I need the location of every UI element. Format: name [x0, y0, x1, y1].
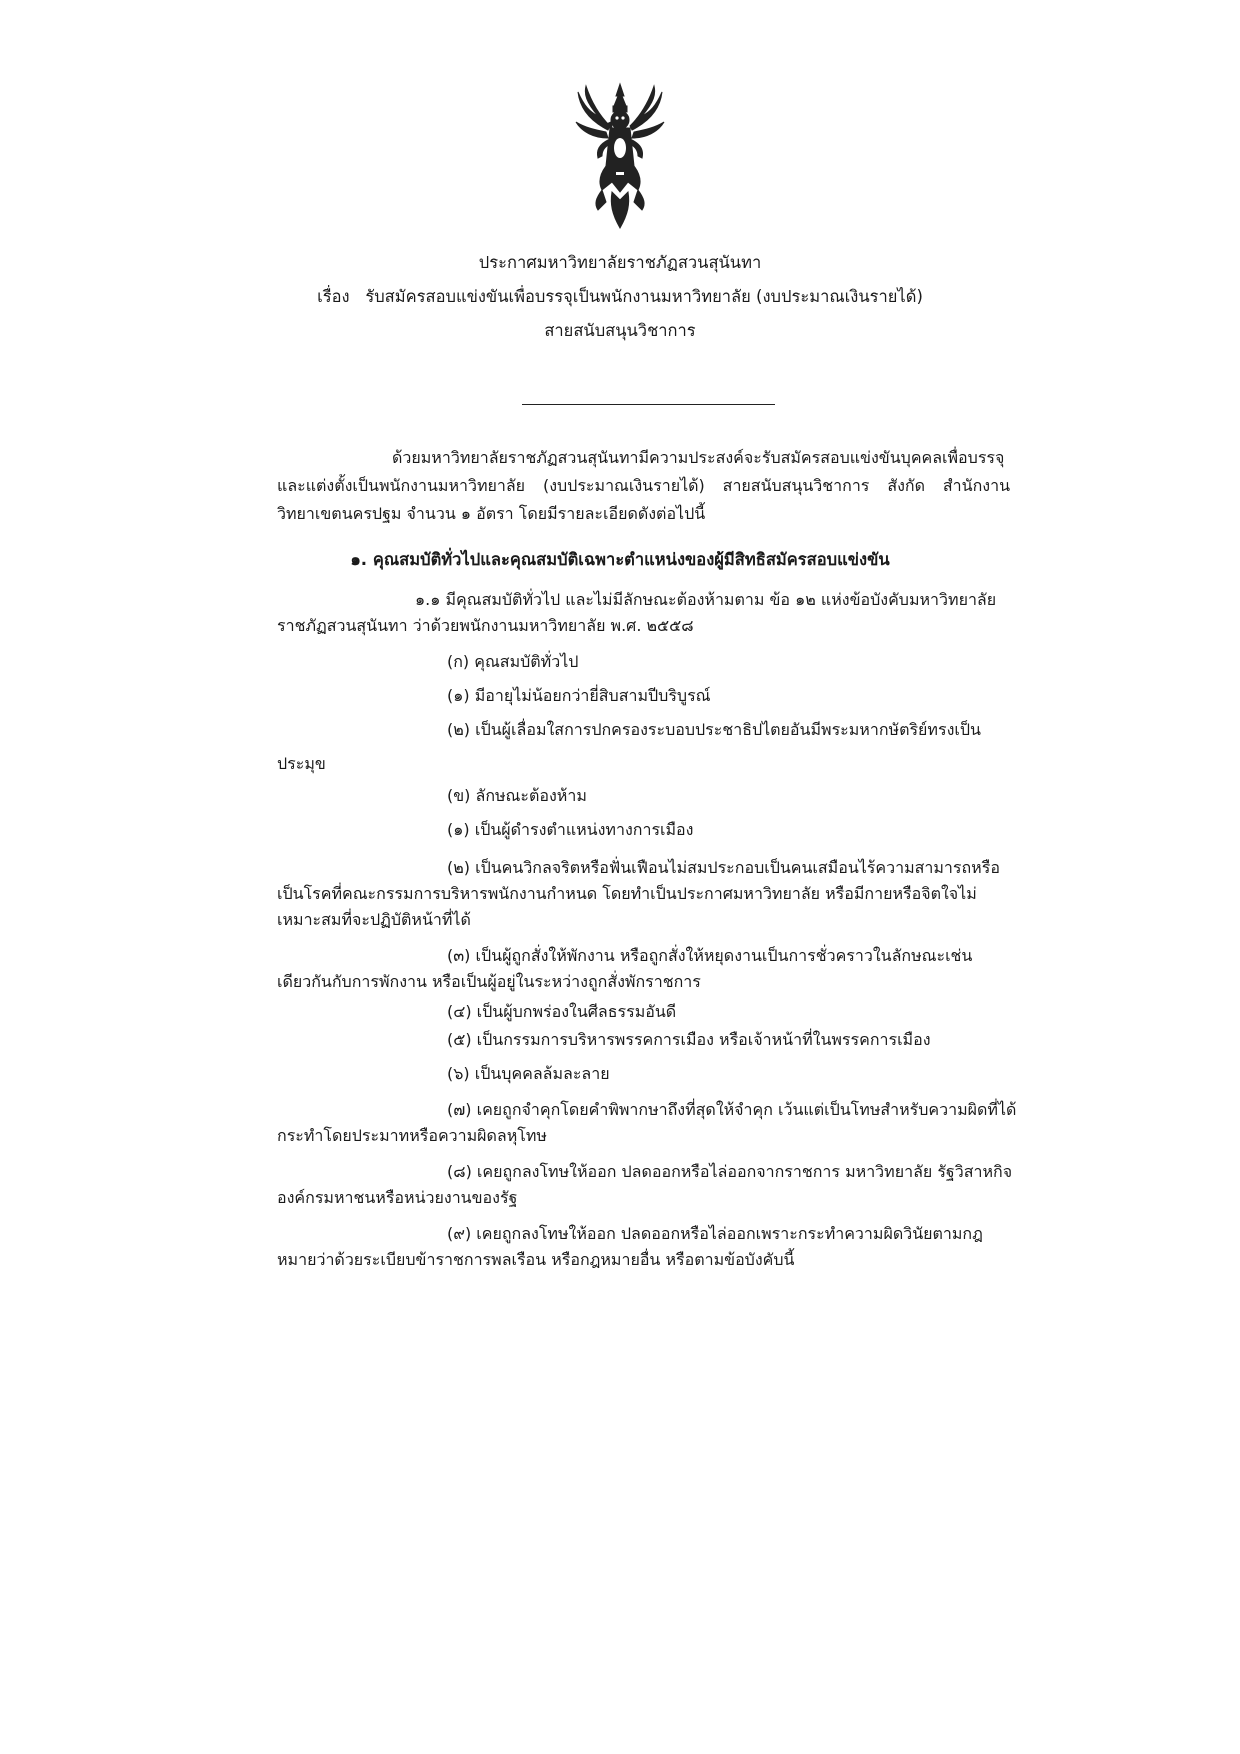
- intro-line-1: ด้วยมหาวิทยาลัยราชภัฏสวนสุนันทามีความประสงค์จะรับสมัครสอบแข่งขันบุคคลเพื่อบรรจุ: [392, 448, 1005, 467]
- prohibition-5: (๕) เป็นกรรมการบริหารพรรคการเมือง หรือเจ้าหน้าที่ในพรรคการเมือง: [447, 1030, 931, 1049]
- general-qualification-2-line-1: (๒) เป็นผู้เลื่อมใสการปกครองระบอบประชาธิปไตยอันมีพระมหากษัตริย์ทรงเป็น: [447, 720, 981, 739]
- announcement-title: ประกาศมหาวิทยาลัยราชภัฏสวนสุนันทา: [478, 253, 762, 272]
- prohibition-8-line-2: องค์กรมหาชนหรือหน่วยงานของรัฐ: [277, 1188, 518, 1207]
- clause-1-1-line-2: ราชภัฏสวนสุนันทา ว่าด้วยพนักงานมหาวิทยาลัย พ.ศ. ๒๕๕๘: [277, 616, 694, 635]
- prohibition-3-line-2: เดียวกันกับการพักงาน หรือเป็นผู้อยู่ในระหว่างถูกสั่งพักราชการ: [277, 972, 701, 991]
- prohibition-2-line-3: เหมาะสมที่จะปฏิบัติหน้าที่ได้: [277, 910, 471, 929]
- prohibition-7-line-2: กระทำโดยประมาทหรือความผิดลหุโทษ: [277, 1126, 547, 1145]
- general-qualifications-heading: (ก) คุณสมบัติทั่วไป: [447, 652, 579, 671]
- prohibition-9-line-2: หมายว่าด้วยระเบียบข้าราชการพลเรือน หรือกฎหมายอื่น หรือตามข้อบังคับนี้: [277, 1250, 795, 1269]
- prohibitions-heading: (ข) ลักษณะต้องห้าม: [447, 786, 587, 805]
- prohibition-8-line-1: (๘) เคยถูกลงโทษให้ออก ปลดออกหรือไล่ออกจากราชการ มหาวิทยาลัย รัฐวิสาหกิจ: [447, 1162, 1013, 1181]
- prohibition-7-line-1: (๗) เคยถูกจำคุกโดยคำพิพากษาถึงที่สุดให้จำคุก เว้นแต่เป็นโทษสำหรับความผิดที่ได้: [447, 1100, 1017, 1119]
- prohibition-4: (๔) เป็นผู้บกพร่องในศีลธรรมอันดี: [447, 1002, 677, 1021]
- garuda-emblem-icon: [572, 82, 668, 230]
- section-1-heading: ๑. คุณสมบัติทั่วไปและคุณสมบัติเฉพาะตำแหน่งของผู้มีสิทธิสมัครสอบแข่งขัน: [350, 550, 890, 569]
- prohibition-2-line-2: เป็นโรคที่คณะกรรมการบริหารพนักงานกำหนด โดยทำเป็นประกาศมหาวิทยาลัย หรือมีกายหรือจิตใจไม่: [277, 884, 977, 903]
- general-qualification-1: (๑) มีอายุไม่น้อยกว่ายี่สิบสามปีบริบูรณ์: [447, 686, 711, 705]
- announcement-line3: สายสนับสนุนวิชาการ: [544, 321, 696, 340]
- prohibition-3-line-1: (๓) เป็นผู้ถูกสั่งให้พักงาน หรือถูกสั่งให้หยุดงานเป็นการชั่วคราวในลักษณะเช่น: [447, 946, 973, 965]
- clause-1-1-line-1: ๑.๑ มีคุณสมบัติทั่วไป และไม่มีลักษณะต้องห้ามตาม ข้อ ๑๒ แห่งข้อบังคับมหาวิทยาลัย: [415, 590, 997, 609]
- prohibition-6: (๖) เป็นบุคคลล้มละลาย: [447, 1064, 610, 1083]
- general-qualification-2-line-2: ประมุข: [277, 754, 326, 773]
- announcement-subject-line: [0, 284, 1240, 310]
- subject-label: เรื่อง: [317, 287, 350, 306]
- intro-line-3: วิทยาเขตนครปฐม จำนวน ๑ อัตรา โดยมีรายละเอียดดังต่อไปนี้: [277, 504, 706, 523]
- header-divider: [522, 404, 775, 405]
- prohibition-2-line-1: (๒) เป็นคนวิกลจริตหรือฟั่นเฟือนไม่สมประกอบเป็นคนเสมือนไร้ความสามารถหรือ: [447, 858, 1000, 877]
- subject-text: รับสมัครสอบแข่งขันเพื่อบรรจุเป็นพนักงานมหาวิทยาลัย (งบประมาณเงินรายได้): [365, 287, 923, 306]
- prohibition-9-line-1: (๙) เคยถูกลงโทษให้ออก ปลดออกหรือไล่ออกเพราะกระทำความผิดวินัยตามกฎ: [447, 1224, 983, 1243]
- intro-line-2: และแต่งตั้งเป็นพนักงานมหาวิทยาลัย (งบประมาณเงินรายได้) สายสนับสนุนวิชาการ สังกัด สำนักงาน: [277, 476, 1010, 495]
- prohibition-1: (๑) เป็นผู้ดำรงตำแหน่งทางการเมือง: [447, 820, 694, 839]
